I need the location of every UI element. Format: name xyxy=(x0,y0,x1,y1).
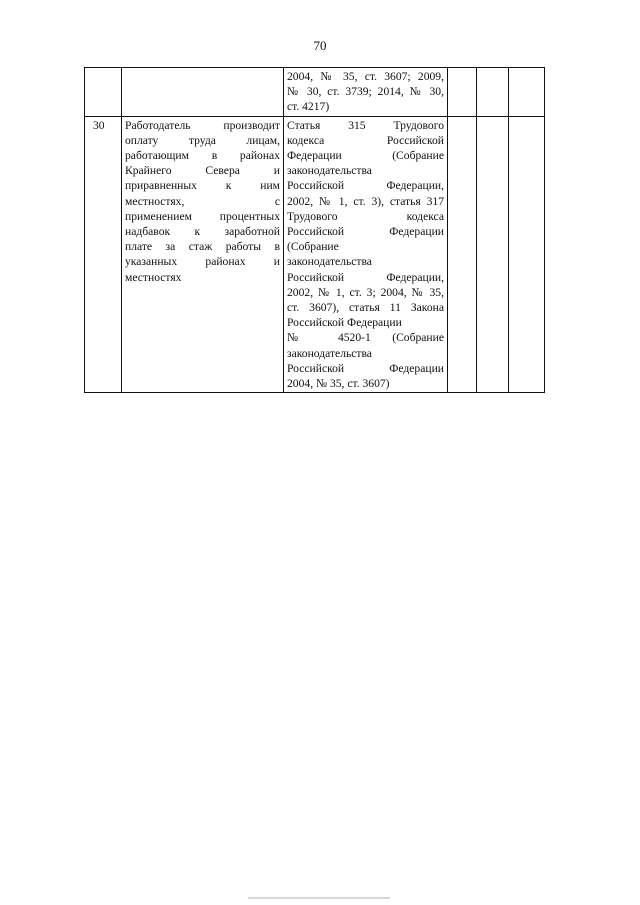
empty-cell xyxy=(448,116,477,393)
legal-source-cell xyxy=(284,68,448,117)
source-line: Российской Федерации, xyxy=(287,270,444,284)
requirement-line: указанных районах и xyxy=(125,255,280,269)
source-line: ст. 4217) xyxy=(287,100,330,114)
source-line: Российской Федерации, xyxy=(287,179,444,193)
source-line: ст. 3607), статья 11 Закона xyxy=(287,301,444,315)
requirement-line: Работодатель производит xyxy=(125,118,280,132)
requirement-line: надбавок к заработной xyxy=(125,225,280,239)
requirement-line: местностях xyxy=(125,270,182,284)
table-row xyxy=(85,68,545,117)
requirements-table xyxy=(84,67,545,393)
requirement-line: применением процентных xyxy=(125,209,280,223)
source-line: законодательства xyxy=(287,255,372,269)
source-line: (Собрание xyxy=(287,240,339,254)
source-line: Российской Федерации xyxy=(287,225,444,239)
requirement-line: местностях, с xyxy=(125,194,280,208)
source-line: 2002, № 1, ст. 3), статья 317 xyxy=(287,194,444,208)
empty-cell xyxy=(477,68,509,117)
table-row xyxy=(85,116,545,393)
source-line: законодательства xyxy=(287,164,372,178)
requirement-line: работающим в районах xyxy=(125,149,280,163)
source-line: Трудового кодекса xyxy=(287,209,444,223)
requirement-line: оплату труда лицам, xyxy=(125,133,280,147)
source-line: 2004, № 35, ст. 3607) xyxy=(287,377,390,391)
empty-cell xyxy=(509,116,545,393)
source-line: Российской Федерации xyxy=(287,361,444,375)
requirement-cell xyxy=(122,116,284,393)
page-number: 70 xyxy=(313,38,327,53)
source-line: 2004, № 35, ст. 3607; 2009, xyxy=(287,70,444,83)
requirement-line: плате за стаж работы в xyxy=(125,240,280,254)
legal-source-cell xyxy=(284,116,448,393)
empty-cell xyxy=(509,68,545,117)
requirement-cell xyxy=(122,68,284,117)
source-line: № 30, ст. 3739; 2014, № 30, xyxy=(287,85,444,99)
source-line: № 4520-1 (Собрание xyxy=(287,331,444,345)
source-line: 2002, № 1, ст. 3; 2004, № 35, xyxy=(287,285,444,299)
source-line: Российской Федерации xyxy=(287,316,402,330)
requirement-line: Крайнего Севера и xyxy=(125,164,280,178)
source-line: кодекса Российской xyxy=(287,133,444,147)
empty-cell xyxy=(477,116,509,393)
source-line: Статья 315 Трудового xyxy=(287,118,444,132)
source-line: законодательства xyxy=(287,346,372,360)
requirement-line: приравненных к ним xyxy=(125,179,280,193)
source-line: Федерации (Собрание xyxy=(287,149,444,163)
row-number-cell: 30 xyxy=(85,116,122,393)
empty-cell xyxy=(448,68,477,117)
row-number-cell xyxy=(85,68,122,117)
scan-edge-mark xyxy=(248,897,390,899)
